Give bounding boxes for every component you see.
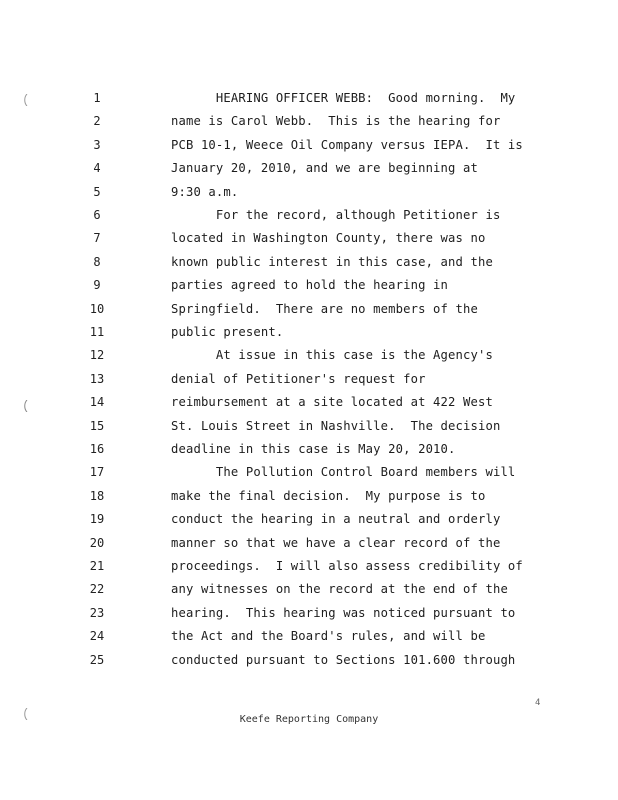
line-text: The Pollution Control Board members will xyxy=(171,465,516,480)
line-text: manner so that we have a clear record of the xyxy=(171,535,501,550)
transcript-line xyxy=(0,626,618,649)
transcript-line xyxy=(0,111,618,134)
line-number: 4 xyxy=(93,161,101,176)
transcript-line xyxy=(0,182,618,205)
transcript-line xyxy=(0,650,618,673)
line-text: HEARING OFFICER WEBB: Good morning. My xyxy=(171,91,516,105)
line-text: public present. xyxy=(171,325,284,339)
line-number: 9 xyxy=(93,278,101,293)
line-text: known public interest in this case, and the xyxy=(171,254,493,269)
line-number: 7 xyxy=(93,231,101,246)
line-text: PCB 10-1, Weece Oil Company versus IEPA. It is xyxy=(171,137,523,152)
line-number: 20 xyxy=(89,535,105,550)
transcript-line xyxy=(0,533,618,556)
line-number: 25 xyxy=(89,652,105,667)
line-text: January 20, 2010, and we are beginning at xyxy=(171,161,478,176)
line-number: 8 xyxy=(93,254,101,269)
line-number: 13 xyxy=(89,371,105,386)
line-text: the Act and the Board's rules, and will be xyxy=(171,629,486,644)
transcript-line xyxy=(0,462,618,485)
line-number: 21 xyxy=(89,559,105,573)
line-number: 11 xyxy=(89,325,105,339)
line-text: name is Carol Webb. This is the hearing for xyxy=(171,114,501,129)
transcript-line xyxy=(0,228,618,251)
line-text: At issue in this case is the Agency's xyxy=(171,348,493,363)
transcript-line xyxy=(0,88,618,111)
line-number: 15 xyxy=(89,418,105,433)
transcript-line xyxy=(0,486,618,509)
line-text: any witnesses on the record at the end of the xyxy=(171,582,508,597)
line-text: located in Washington County, there was no xyxy=(171,231,486,246)
line-number: 12 xyxy=(89,348,105,363)
transcript-line xyxy=(0,579,618,602)
line-text: parties agreed to hold the hearing in xyxy=(171,278,449,293)
line-number: 19 xyxy=(89,512,105,527)
transcript-line xyxy=(0,556,618,579)
line-text: make the final decision. My purpose is to xyxy=(171,488,486,503)
line-number: 10 xyxy=(89,301,105,316)
reporter-footer: Keefe Reporting Company xyxy=(239,714,379,725)
line-number: 22 xyxy=(89,582,105,597)
transcript-line xyxy=(0,299,618,322)
line-number: 16 xyxy=(89,442,105,456)
line-number: 1 xyxy=(93,91,101,105)
transcript-line xyxy=(0,345,618,368)
line-text: For the record, although Petitioner is xyxy=(171,208,501,222)
line-number: 23 xyxy=(89,605,105,620)
transcript-line xyxy=(0,158,618,181)
line-text: conducted pursuant to Sections 101.600 through xyxy=(171,652,516,667)
transcript-line xyxy=(0,135,618,158)
transcript-line xyxy=(0,416,618,439)
line-text: St. Louis Street in Nashville. The decision xyxy=(171,418,501,433)
page-number: 4 xyxy=(535,698,541,708)
transcript-line xyxy=(0,392,618,415)
line-number: 14 xyxy=(89,395,105,410)
transcript-line xyxy=(0,275,618,298)
transcript-line xyxy=(0,509,618,532)
line-text: denial of Petitioner's request for xyxy=(171,371,426,386)
line-text: hearing. This hearing was noticed pursuant to xyxy=(171,605,516,620)
transcript-line xyxy=(0,439,618,462)
line-number: 17 xyxy=(89,465,105,480)
transcript-line xyxy=(0,205,618,228)
line-number: 3 xyxy=(93,137,101,152)
transcript-line xyxy=(0,252,618,275)
line-number: 24 xyxy=(89,629,105,644)
line-number: 6 xyxy=(93,208,101,222)
line-text: reimbursement at a site located at 422 West xyxy=(171,395,493,410)
transcript-line xyxy=(0,369,618,392)
line-number: 18 xyxy=(89,488,105,503)
line-text: proceedings. I will also assess credibility of xyxy=(171,559,523,573)
transcript-line xyxy=(0,603,618,626)
line-number: 5 xyxy=(93,184,101,199)
line-text: 9:30 a.m. xyxy=(171,184,239,199)
line-text: Springfield. There are no members of the xyxy=(171,301,478,316)
transcript-line xyxy=(0,322,618,345)
line-text: deadline in this case is May 20, 2010. xyxy=(171,442,456,456)
line-text: conduct the hearing in a neutral and orderly xyxy=(171,512,501,527)
line-number: 2 xyxy=(93,114,101,129)
